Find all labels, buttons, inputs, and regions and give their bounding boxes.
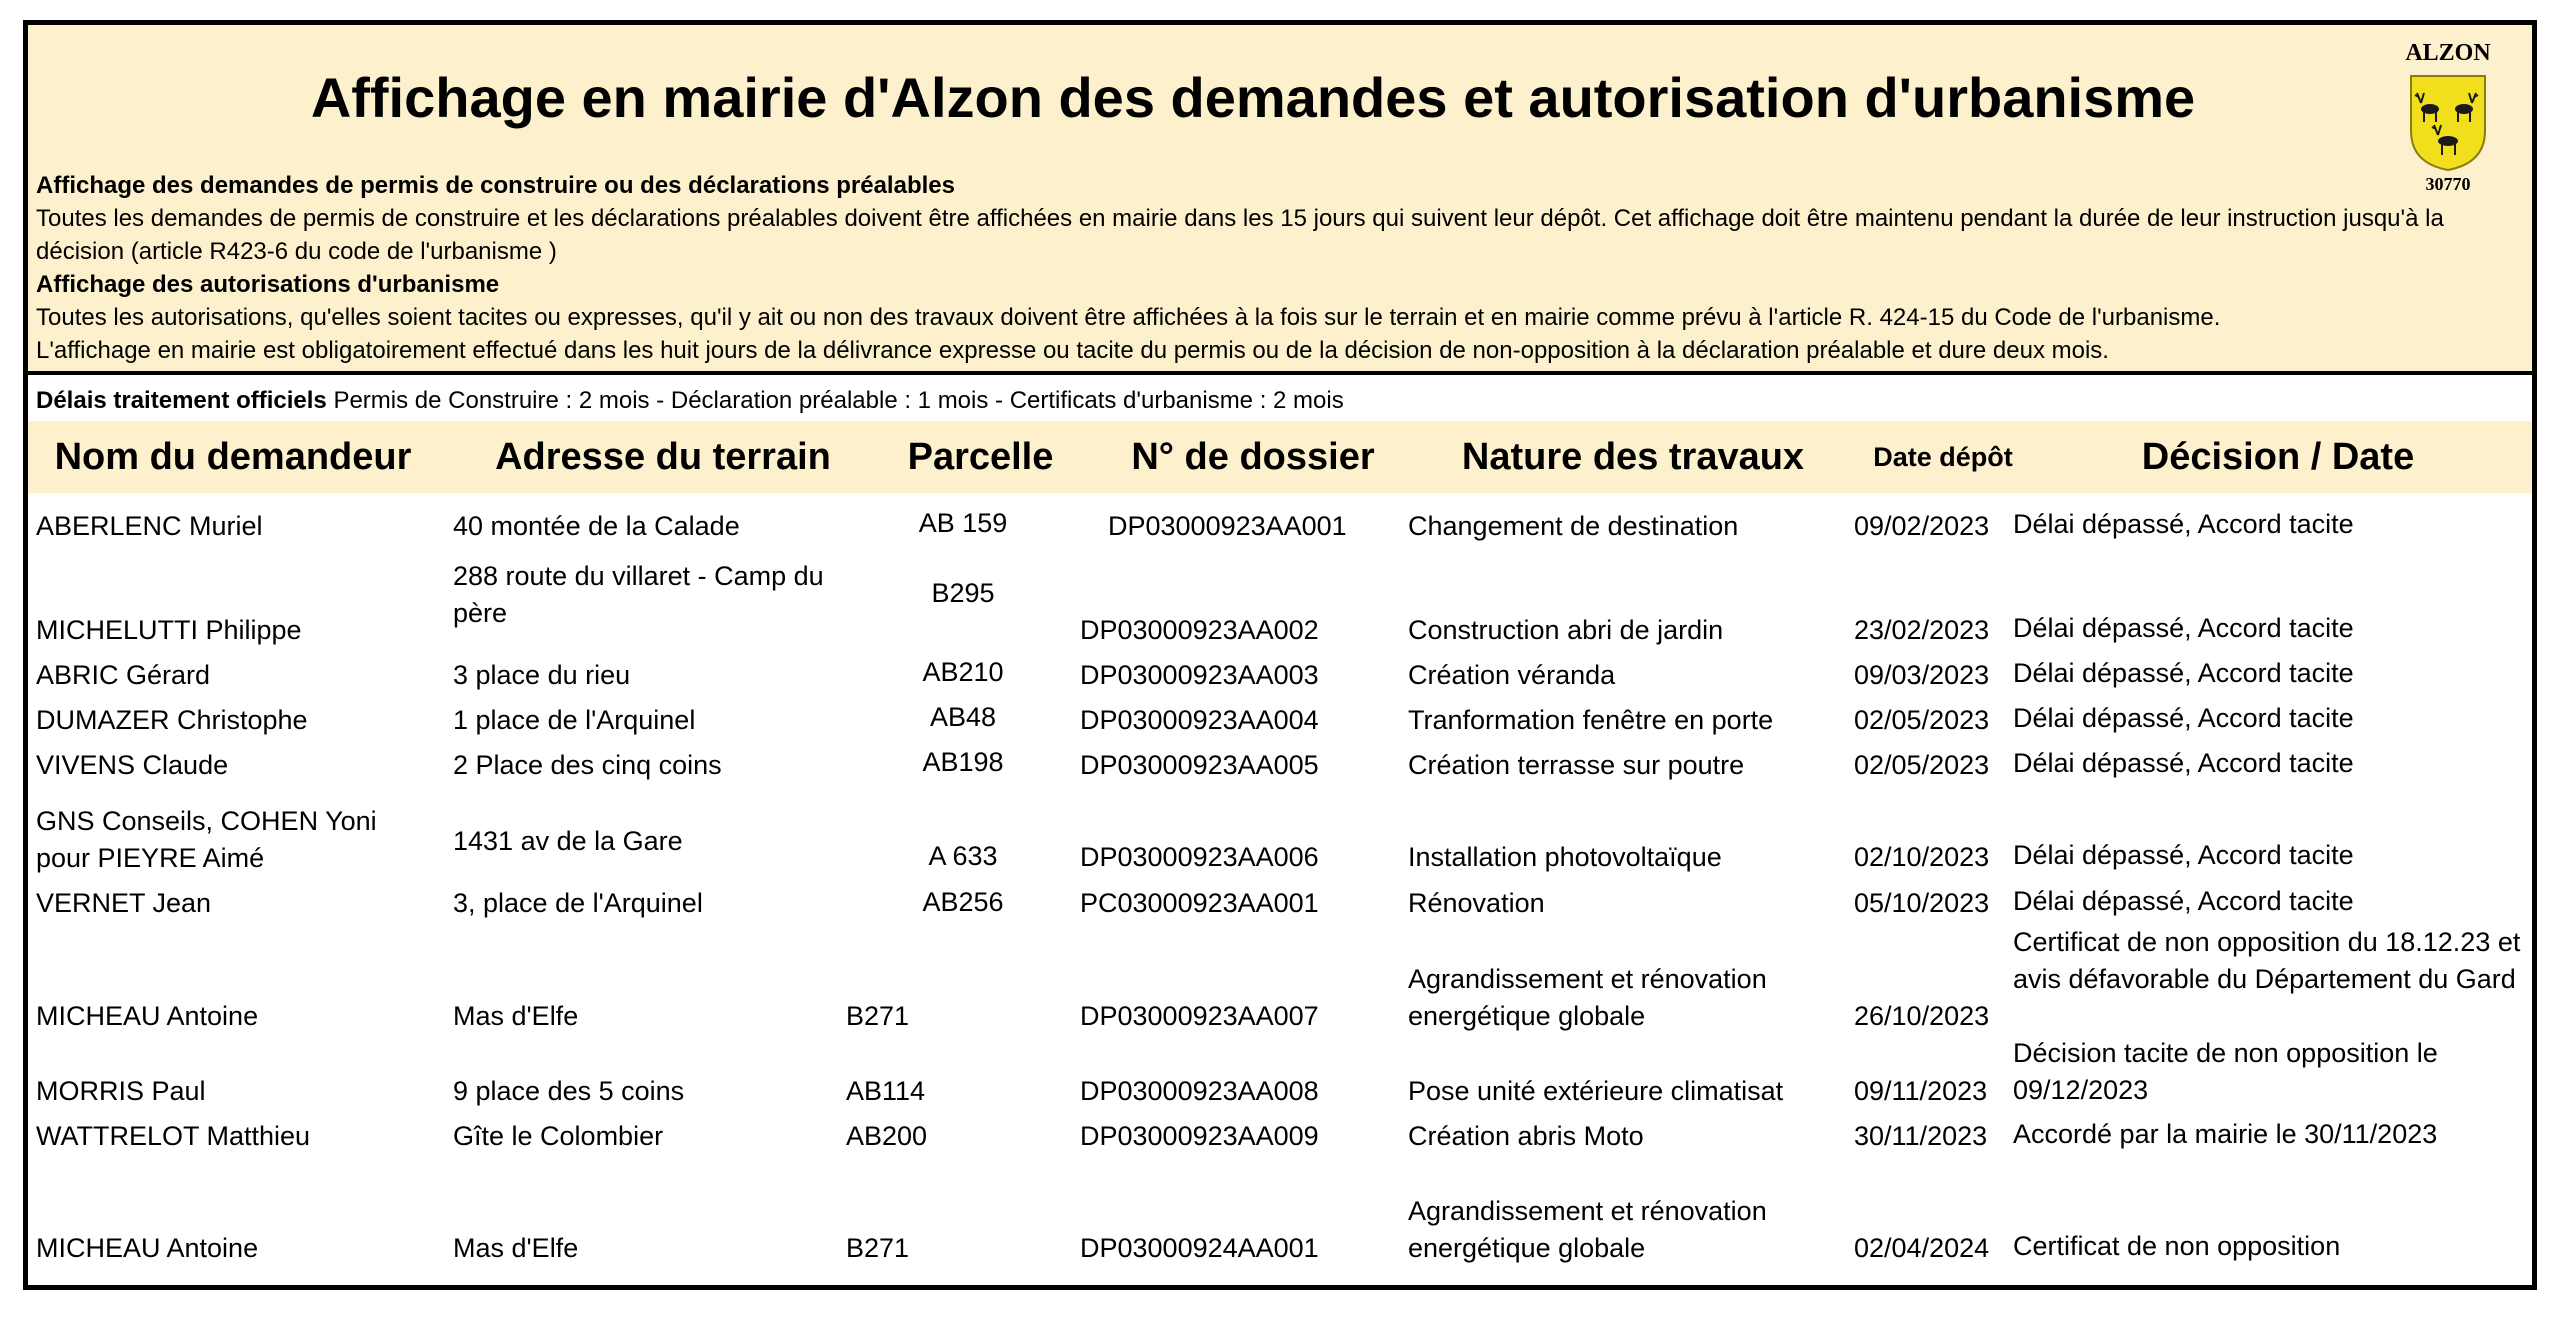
cell-file-number: DP03000923AA002	[1080, 615, 1319, 645]
column-header-parcel: Parcelle	[907, 436, 1054, 478]
cell-date: 02/10/2023	[1854, 842, 1990, 872]
cell-parcel: AB114	[846, 1076, 926, 1106]
cell-works: Agrandissement et rénovation energétique globale	[1408, 964, 1767, 1031]
cell-file-number: DP03000923AA007	[1080, 1001, 1319, 1031]
cell-parcel: AB256	[922, 887, 1004, 917]
intro-text-display-duration: L'affichage en mairie est obligatoirement effectué dans les huit jours de la délivrance expresse ou tacite du permis ou de la décision de non-opposition à la déclaration préalable et dure deux mois.	[36, 337, 2109, 364]
delays-label: Délais traitement officiels	[36, 387, 327, 414]
cell-date: 09/11/2023	[1854, 1076, 1988, 1106]
cell-works: Installation photovoltaïque	[1408, 842, 1722, 872]
cell-date: 30/11/2023	[1854, 1121, 1988, 1151]
cell-works: Création terrasse sur poutre	[1408, 750, 1745, 780]
cell-name: MICHELUTTI Philippe	[36, 615, 302, 645]
cell-decision: Délai dépassé, Accord tacite	[2013, 840, 2354, 870]
cell-date: 02/05/2023	[1854, 705, 1990, 735]
cell-address: 288 route du villaret - Camp du père	[453, 561, 824, 628]
intro-heading-authorisations: Affichage des autorisations d'urbanisme	[36, 271, 500, 298]
column-header-name: Nom du demandeur	[54, 436, 412, 478]
cell-address: 3, place de l'Arquinel	[453, 888, 703, 918]
cell-decision: Délai dépassé, Accord tacite	[2013, 886, 2354, 916]
cell-file-number: DP03000923AA001	[1108, 511, 1347, 541]
cell-works: Pose unité extérieure climatisat	[1408, 1076, 1784, 1106]
intro-heading-requests: Affichage des demandes de permis de construire ou des déclarations préalables	[36, 172, 955, 199]
cell-name: WATTRELOT Matthieu	[36, 1121, 311, 1151]
cell-file-number: DP03000924AA001	[1080, 1233, 1319, 1263]
column-header-address: Adresse du terrain	[495, 436, 831, 478]
cell-decision: Délai dépassé, Accord tacite	[2013, 509, 2354, 539]
cell-date: 02/05/2023	[1854, 750, 1990, 780]
cell-name: DUMAZER Christophe	[36, 705, 308, 735]
cell-parcel: A 633	[928, 841, 998, 871]
cell-address: 1431 av de la Gare	[453, 826, 683, 856]
cell-address: Mas d'Elfe	[453, 1233, 579, 1263]
intro-text-requests: Toutes les demandes de permis de construire et les déclarations préalables doivent être affichées en mairie dans les 15 jours qui suivent leur dépôt. Cet affichage doit être maintenu pendant la durée de leur instruction jusqu'à la décision (article R423-6 du code de l'urbanisme )	[36, 205, 2444, 265]
cell-decision: Certificat de non opposition du 18.12.23 et avis défavorable du Département du Gard	[2013, 927, 2521, 994]
cell-date: 09/03/2023	[1854, 660, 1990, 690]
cell-parcel: AB48	[929, 702, 997, 732]
cell-parcel: B271	[846, 1001, 910, 1031]
cell-address: 9 place des 5 coins	[453, 1076, 685, 1106]
cell-address: 3 place du rieu	[453, 660, 631, 690]
cell-works: Création véranda	[1408, 660, 1616, 690]
cell-file-number: DP03000923AA003	[1080, 660, 1319, 690]
cell-file-number: DP03000923AA005	[1080, 750, 1319, 780]
column-header-decision: Décision / Date	[2141, 436, 2415, 478]
cell-file-number: DP03000923AA008	[1080, 1076, 1319, 1106]
cell-address: 40 montée de la Calade	[453, 511, 740, 541]
logo-postal-code: 30770	[2425, 174, 2471, 194]
cell-file-number: DP03000923AA009	[1080, 1121, 1319, 1151]
cell-address: Mas d'Elfe	[453, 1001, 579, 1031]
intro-text-authorisations: Toutes les autorisations, qu'elles soient tacites ou expresses, qu'il y ait ou non des travaux doivent être affichées à la fois sur le terrain et en mairie comme prévu à l'article R. 424-15 du Code de l'urbanisme.	[36, 304, 2221, 331]
cell-works: Construction abri de jardin	[1408, 615, 1724, 645]
logo-town-name: ALZON	[2405, 40, 2491, 66]
cell-name: MORRIS Paul	[36, 1076, 206, 1106]
column-header-file-number: N° de dossier	[1131, 436, 1375, 478]
cell-address: 1 place de l'Arquinel	[453, 705, 696, 735]
cell-name: ABRIC Gérard	[36, 660, 211, 690]
cell-address: Gîte le Colombier	[453, 1121, 664, 1151]
cell-name: ABERLENC Muriel	[36, 511, 263, 541]
column-header-works: Nature des travaux	[1461, 436, 1805, 478]
cell-name: VIVENS Claude	[36, 750, 229, 780]
cell-decision: Délai dépassé, Accord tacite	[2013, 613, 2354, 643]
cell-file-number: DP03000923AA006	[1080, 842, 1319, 872]
cell-parcel: AB200	[846, 1121, 928, 1151]
cell-parcel: AB 159	[918, 508, 1008, 538]
cell-name: MICHEAU Antoine	[36, 1233, 259, 1263]
page-title: Affichage en mairie d'Alzon des demandes et autorisation d'urbanisme	[310, 66, 2196, 129]
cell-file-number: PC03000923AA001	[1080, 888, 1319, 918]
cell-works: Rénovation	[1408, 888, 1545, 918]
cell-date: 23/02/2023	[1854, 615, 1990, 645]
cell-date: 26/10/2023	[1854, 1001, 1990, 1031]
cell-parcel: B271	[846, 1233, 910, 1263]
cell-date: 05/10/2023	[1854, 888, 1990, 918]
cell-name: GNS Conseils, COHEN Yoni pour PIEYRE Aimé	[36, 806, 377, 873]
cell-address: 2 Place des cinq coins	[453, 750, 722, 780]
cell-works: Changement de destination	[1408, 511, 1739, 541]
table-body	[28, 25, 2532, 1285]
cell-decision: Accordé par la mairie le 30/11/2023	[2013, 1119, 2438, 1149]
cell-works: Tranformation fenêtre en porte	[1408, 705, 1774, 735]
cell-decision: Décision tacite de non opposition le 09/12/2023	[2013, 1038, 2438, 1105]
delays-text: Permis de Construire : 2 mois - Déclaration préalable : 1 mois - Certificats d'urbanisme : 2 mois	[333, 387, 1344, 414]
cell-name: VERNET Jean	[36, 888, 212, 918]
cell-works: Agrandissement et rénovation energétique globale	[1408, 1196, 1767, 1263]
cell-date: 02/04/2024	[1854, 1233, 1990, 1263]
cell-file-number: DP03000923AA004	[1080, 705, 1319, 735]
cell-decision: Délai dépassé, Accord tacite	[2013, 748, 2354, 778]
cell-works: Création abris Moto	[1408, 1121, 1644, 1151]
column-header-date: Date dépôt	[1873, 442, 2013, 472]
cell-decision: Délai dépassé, Accord tacite	[2013, 658, 2354, 688]
cell-name: MICHEAU Antoine	[36, 1001, 259, 1031]
cell-date: 09/02/2023	[1854, 511, 1990, 541]
cell-parcel: AB198	[922, 747, 1004, 777]
cell-parcel: B295	[931, 578, 995, 608]
cell-decision: Certificat de non opposition	[2013, 1231, 2341, 1261]
notice-board	[23, 20, 2537, 1290]
cell-decision: Délai dépassé, Accord tacite	[2013, 703, 2354, 733]
cell-parcel: AB210	[922, 657, 1004, 687]
